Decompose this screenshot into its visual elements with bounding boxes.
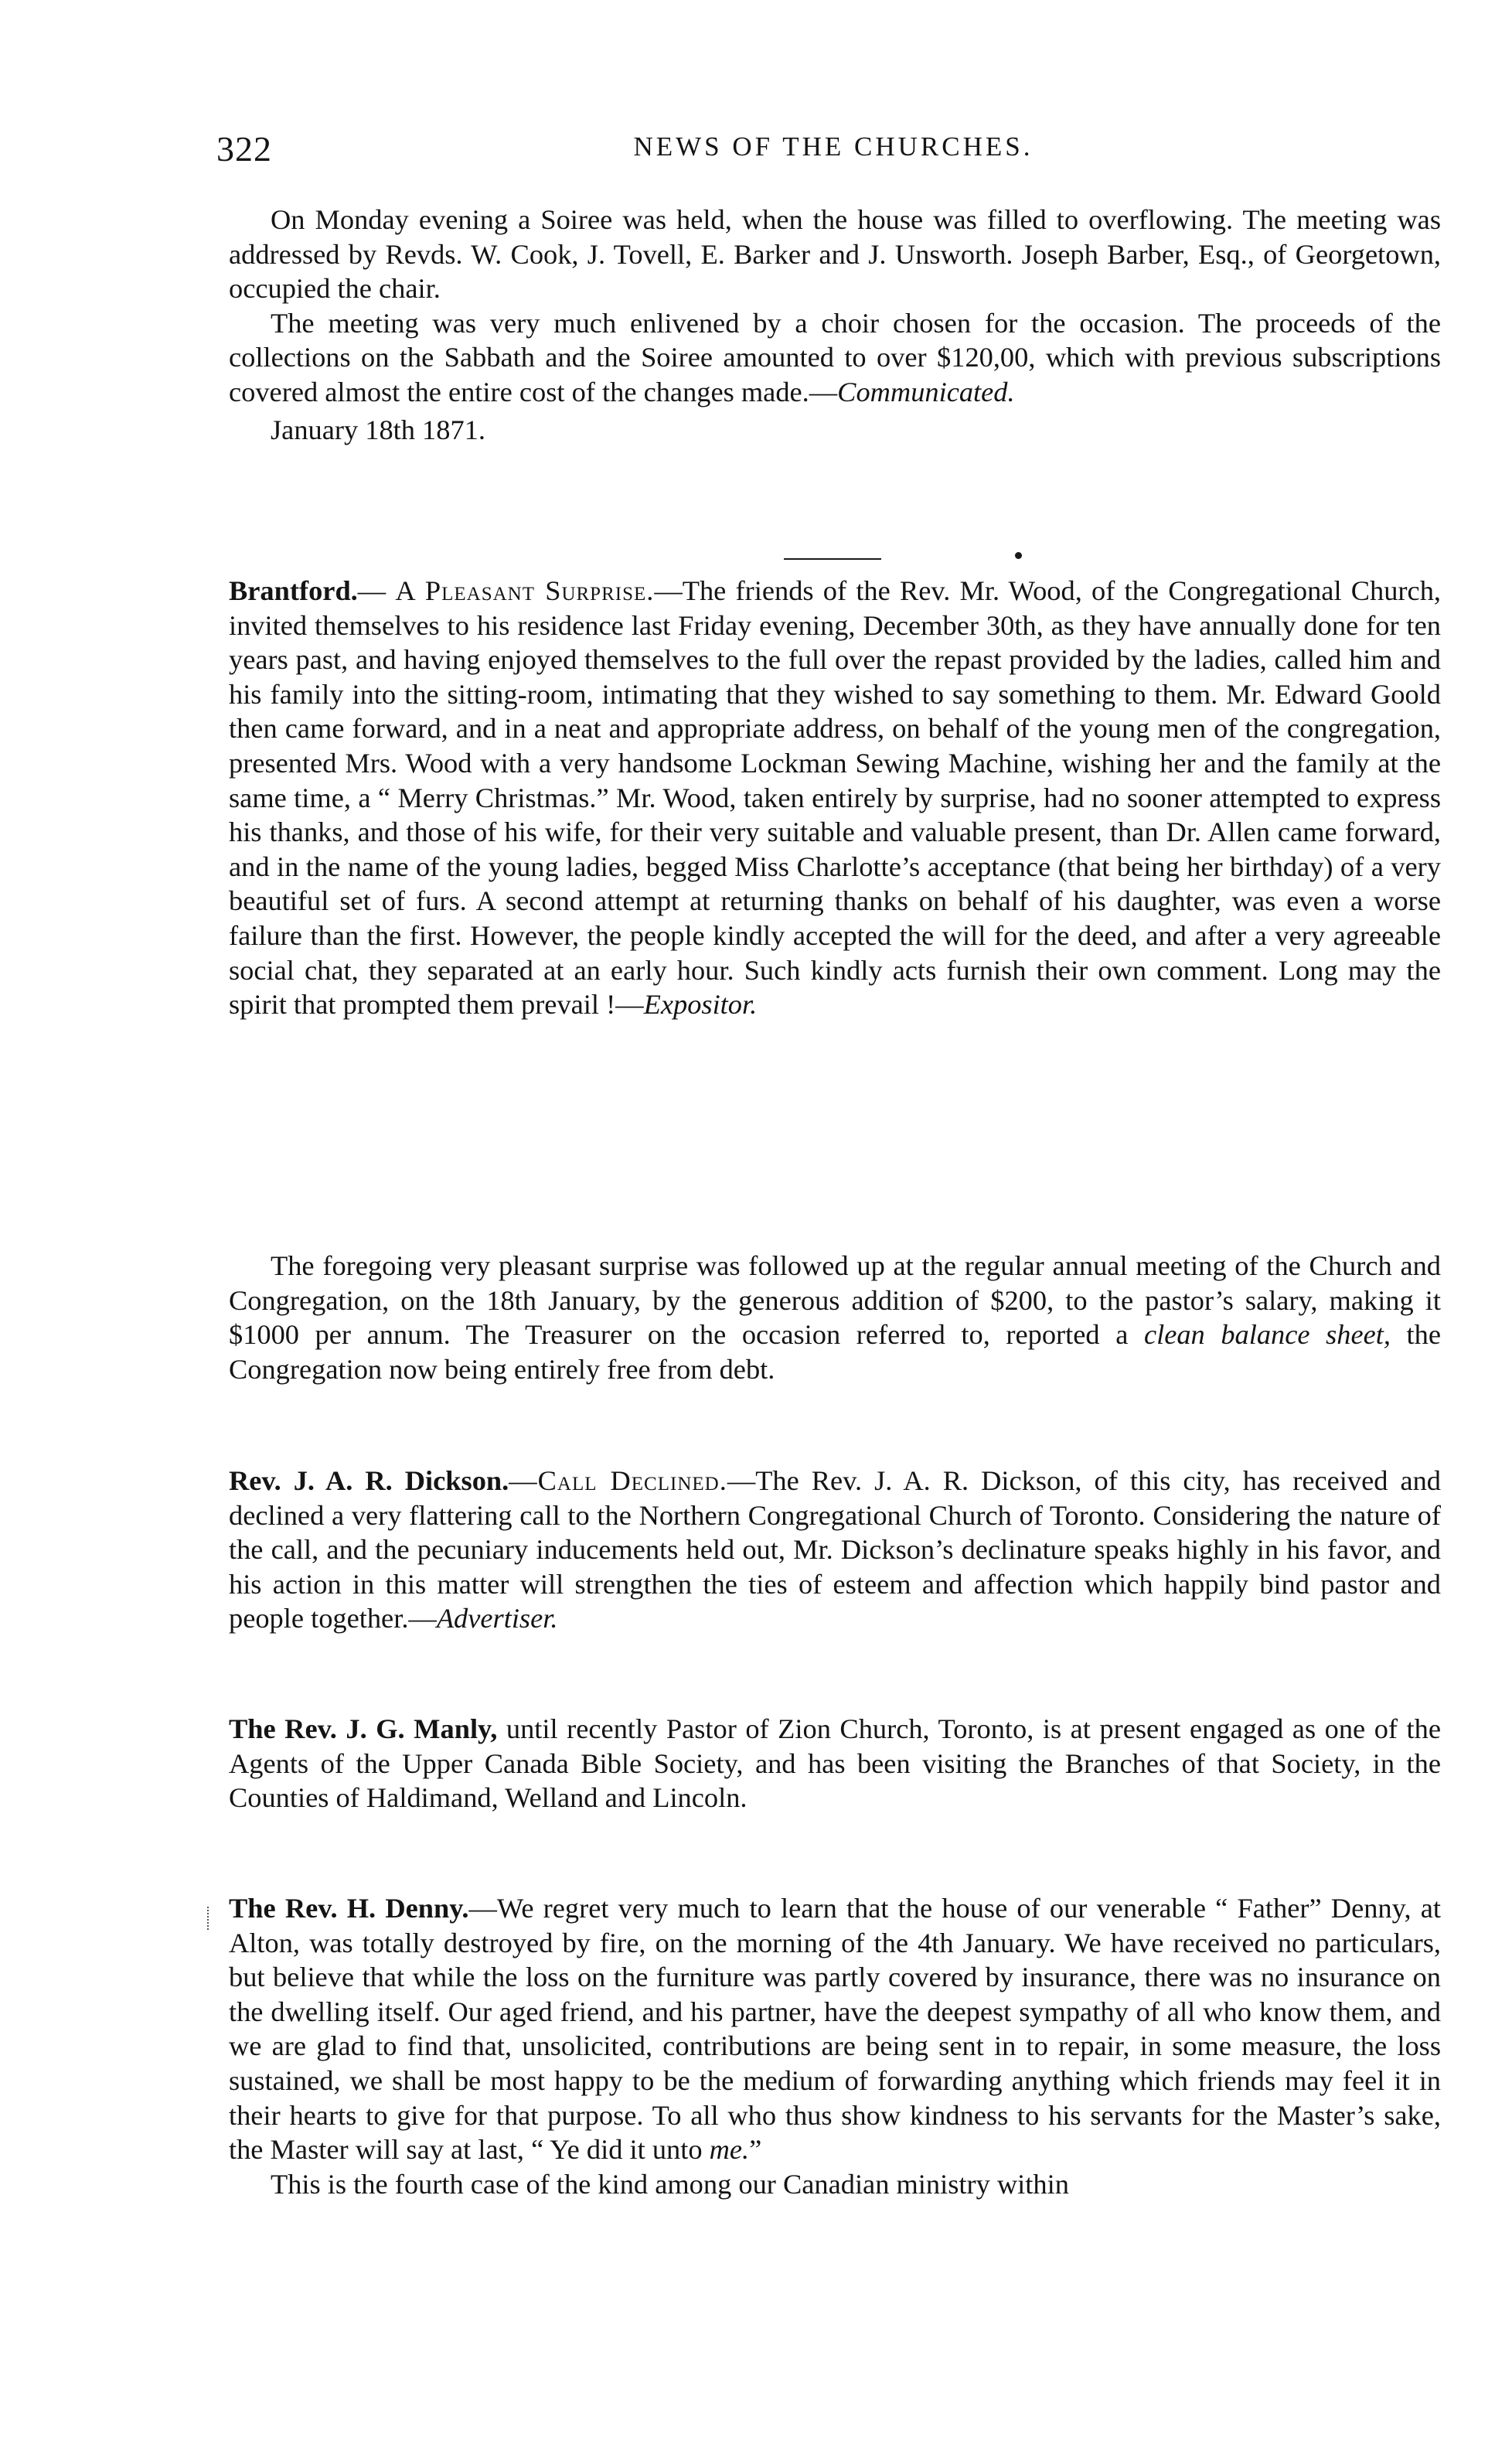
followup-emphasis: clean balance sheet, — [1143, 1319, 1391, 1351]
page-header — [216, 128, 1450, 175]
proceeds-source: Communicated. — [837, 376, 1015, 407]
denny-paragraph — [229, 1891, 1441, 2167]
manly-paragraph — [229, 1712, 1441, 1815]
brantford-section — [229, 574, 1441, 1022]
section-divider — [784, 558, 881, 560]
dickson-source: Advertiser. — [436, 1603, 558, 1634]
dickson-body: —The Rev. J. A. R. Dickson, of this city, has received and declined a very flattering call to the Northern Congregational Church of Toronto. Considering the nature of the call, and the pecuniary inducements held out, Mr. Dickson’s declinature speaks highly in his favor, and his action in this matter will strengthen the ties of esteem and affection which happily bind pastor and people together.— — [229, 1465, 1442, 1634]
brantford-paragraph — [229, 574, 1441, 1022]
denny-body-a: —We regret very much to learn that the house of our venerable “ Father” Denny, at Alton, was totally destroyed by fire, on the morning of the 4th January. We have received no particulars, but believe that while the loss on the furniture was partly covered by insurance, there was no insurance on the dwelling itself. Our aged friend, and his partner, have the deepest sympathy of all who know them, and we are glad to find that, unsolicited, contributions are being sent in to repair, in some measure, the loss sustained, we shall be most happy to be the medium of forwarding anything which friends may feel it in their hearts to give for that purpose. To all who thus show kindness to his servants for the Master’s sake, the Master will say at last, “ Ye did it unto — [229, 1893, 1441, 2166]
denny-emphasis: me. — [709, 2134, 750, 2166]
running-title: NEWS OF THE CHURCHES. — [633, 131, 1034, 162]
manly-name: The Rev. J. G. Manly, — [229, 1713, 498, 1744]
followup-text-a: The foregoing very pleasant surprise was followed up at the regular annual meeting of the Church and Congregation, on the 18th January, by the generous addition of $200, to the pastor’s salary, making it $1000 per annum. The Treasurer on the occasion referred to, reported a — [229, 1250, 1441, 1351]
brantford-dash: — — [357, 575, 396, 606]
followup-paragraph — [229, 1249, 1441, 1386]
dickson-paragraph — [229, 1464, 1441, 1636]
dickson-name: Rev. J. A. R. Dickson. — [229, 1465, 509, 1496]
brantford-heading: A Pleasant Surprise. — [395, 575, 655, 606]
soiree-paragraph: On Monday evening a Soiree was held, when the house was filled to overflowing. The meeting was addressed by Revds. W. Cook, J. Tovell, E. Barker and J. Unsworth. Joseph Barber, Esq., of Georgetown, occupied the chair. — [229, 204, 1441, 305]
dickson-section — [229, 1464, 1441, 1636]
proceeds-text: The meeting was very much enlivened by a choir chosen for the occasion. The proceeds of the collections on the Sabbath and the Soiree amounted to over $120,00, which with previous subscriptions covered almost the entire cost of the changes made.— — [229, 307, 1441, 407]
brantford-body: —The friends of the Rev. Mr. Wood, of the Congregational Church, invited themselves to his residence last Friday evening, December 30th, as they have annually done for ten years past, and having enjoyed themselves to the full over the repast provided by the ladies, called him and his family into the sitting-room, intimating that they wished to say something to them. Mr. Edward Goold then came forward, and in a neat and appropriate address, on behalf of the young men of the congregation, presented Mrs. Wood with a very handsome Lockman Sewing Machine, wishing her and the family at the same time, a “ Merry Christmas.” Mr. Wood, taken entirely by surprise, had no sooner attempted to express his thanks, and those of his wife, for their very suitable and valuable present, than Dr. Allen came forward, and in the name of the young ladies, begged Miss Charlotte’s acceptance (that being her birthday) of a very beautiful set of furs. A second attempt at returning thanks on behalf of his daughter, was even a worse failure than the first. However, the people kindly accepted the will for the deed, and after a very agreeable social chat, they separated at an early hour. Such kindly acts furnish their own comment. Long may the spirit that prompted them prevail !— — [229, 575, 1441, 1021]
denny-name: The Rev. H. Denny. — [229, 1893, 469, 1924]
divider-dot — [1015, 552, 1022, 559]
margin-mark — [207, 1907, 210, 1930]
page-number: 322 — [216, 129, 272, 169]
denny-section — [229, 1891, 1441, 2201]
followup-text-b: the Congregation now being entirely free from debt. — [229, 1319, 1442, 1385]
dateline: January 18th 1871. — [271, 414, 485, 445]
proceeds-paragraph — [229, 306, 1441, 410]
soiree-section — [229, 203, 1441, 447]
followup-section — [229, 1249, 1441, 1386]
manly-section — [229, 1712, 1441, 1815]
denny-last-line: This is the fourth case of the kind among our Canadian ministry within — [271, 2168, 1069, 2200]
manly-body: until recently Pastor of Zion Church, Toronto, is at present engaged as one of the Agents of the Upper Canada Bible Society, and has been visiting the Branches of that Society, in the Counties of Haldimand, Welland and Lincoln. — [229, 1713, 1441, 1814]
dickson-heading: —Call Declined. — [509, 1465, 727, 1496]
brantford-source: Expositor. — [643, 989, 758, 1021]
denny-body-b: ” — [749, 2134, 762, 2166]
brantford-place: Brantford. — [229, 575, 358, 606]
